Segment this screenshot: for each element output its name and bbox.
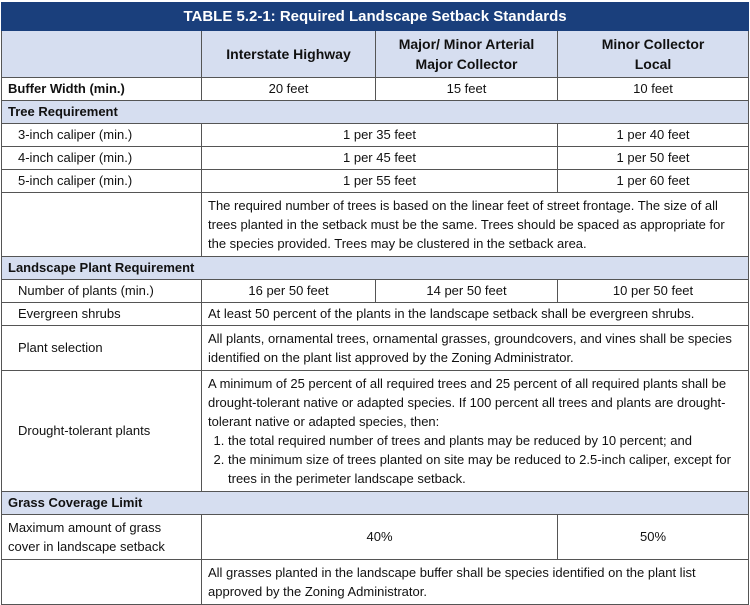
plant-number-arterial: 14 per 50 feet xyxy=(376,280,558,303)
tree-section-row xyxy=(2,101,749,124)
header-arterial xyxy=(376,31,558,78)
selection-label: Plant selection xyxy=(2,326,202,371)
header-minor-line2: Local xyxy=(634,56,672,72)
header-interstate: Interstate Highway xyxy=(202,31,376,78)
grass-note: All grasses planted in the landscape buffer shall be species identified on the plant list approved by the Zoning Administrator. xyxy=(202,560,749,605)
drought-label: Drought-tolerant plants xyxy=(2,371,202,492)
table-title: TABLE 5.2-1: Required Landscape Setback Standards xyxy=(2,3,749,31)
evergreen-label: Evergreen shrubs xyxy=(2,303,202,326)
setback-standards-table xyxy=(1,2,749,605)
drought-item-1: 1. the total required number of trees and plants may be reduced by 10 percent; and xyxy=(228,431,742,450)
grass-minor: 50% xyxy=(558,515,749,560)
drought-list xyxy=(208,431,742,488)
tree-note-row xyxy=(2,193,749,257)
tree-minor-4in: 1 per 50 feet xyxy=(558,147,749,170)
buffer-minor: 10 feet xyxy=(558,78,749,101)
evergreen-row xyxy=(2,303,749,326)
selection-row xyxy=(2,326,749,371)
grass-note-empty xyxy=(2,560,202,605)
grass-combined: 40% xyxy=(202,515,558,560)
tree-combined-4in: 1 per 45 feet xyxy=(202,147,558,170)
header-row xyxy=(2,31,749,78)
drought-cell xyxy=(202,371,749,492)
plant-number-interstate: 16 per 50 feet xyxy=(202,280,376,303)
title-row xyxy=(2,3,749,31)
tree-row-4in xyxy=(2,147,749,170)
tree-note: The required number of trees is based on the linear feet of street frontage. The size of all trees planted in the setback must be the same. Trees should be spaced as appropriate for the species provided. Trees may be clustered in the setback area. xyxy=(202,193,749,257)
tree-label-5in: 5-inch caliper (min.) xyxy=(2,170,202,193)
drought-intro: A minimum of 25 percent of all required trees and 25 percent of all required plants shall be drought-tolerant native or adapted species. If 100 percent all trees and plants are drought-tolerant native or adapted species, then: xyxy=(208,376,727,429)
tree-minor-3in: 1 per 40 feet xyxy=(558,124,749,147)
plant-number-label: Number of plants (min.) xyxy=(2,280,202,303)
tree-combined-3in: 1 per 35 feet xyxy=(202,124,558,147)
selection-text: All plants, ornamental trees, ornamental grasses, groundcovers, and vines shall be species identified on the plant list approved by the Zoning Administrator. xyxy=(202,326,749,371)
buffer-label: Buffer Width (min.) xyxy=(2,78,202,101)
drought-item-2: 2. the minimum size of trees planted on site may be reduced to 2.5-inch caliper, except for trees in the perimeter landscape setback. xyxy=(228,450,742,488)
grass-section-row xyxy=(2,492,749,515)
tree-label-3in: 3-inch caliper (min.) xyxy=(2,124,202,147)
buffer-arterial: 15 feet xyxy=(376,78,558,101)
tree-row-5in xyxy=(2,170,749,193)
header-minor xyxy=(558,31,749,78)
plant-section-row xyxy=(2,257,749,280)
evergreen-text: At least 50 percent of the plants in the landscape setback shall be evergreen shrubs. xyxy=(202,303,749,326)
header-minor-line1: Minor Collector xyxy=(601,36,705,52)
tree-label-4in: 4-inch caliper (min.) xyxy=(2,147,202,170)
drought-row xyxy=(2,371,749,492)
plant-number-row xyxy=(2,280,749,303)
grass-note-row xyxy=(2,560,749,605)
header-arterial-line1: Major/ Minor Arterial xyxy=(398,36,535,52)
plant-number-minor: 10 per 50 feet xyxy=(558,280,749,303)
buffer-interstate: 20 feet xyxy=(202,78,376,101)
grass-label: Maximum amount of grass cover in landscape setback xyxy=(2,515,202,560)
buffer-row xyxy=(2,78,749,101)
tree-note-empty xyxy=(2,193,202,257)
tree-minor-5in: 1 per 60 feet xyxy=(558,170,749,193)
header-arterial-line2: Major Collector xyxy=(415,56,518,72)
tree-row-3in xyxy=(2,124,749,147)
grass-heading: Grass Coverage Limit xyxy=(2,492,749,515)
tree-combined-5in: 1 per 55 feet xyxy=(202,170,558,193)
grass-row xyxy=(2,515,749,560)
header-empty xyxy=(2,31,202,78)
plant-heading: Landscape Plant Requirement xyxy=(2,257,749,280)
tree-heading: Tree Requirement xyxy=(2,101,749,124)
